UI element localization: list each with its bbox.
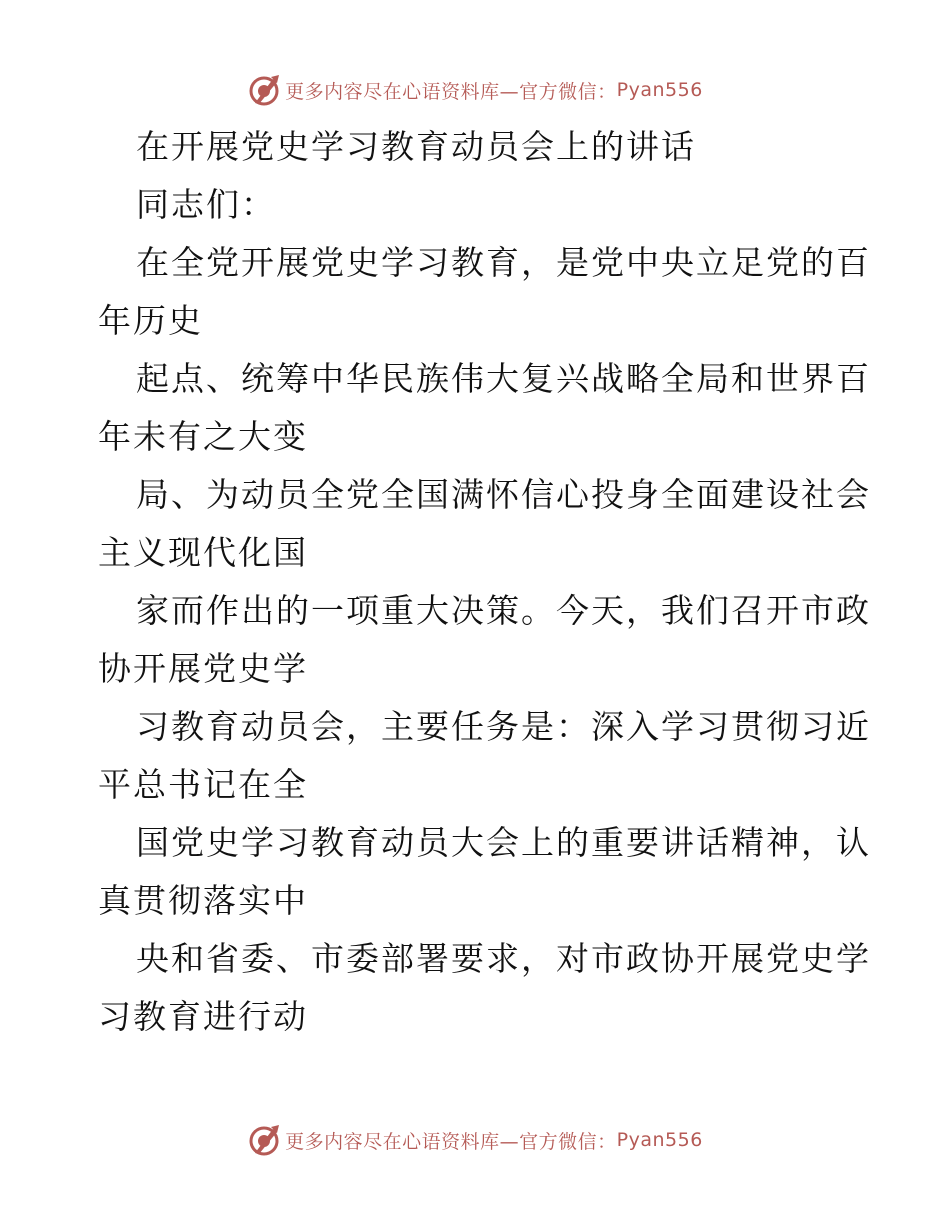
paragraph-line: 习教育动员会，主要任务是：深入学习贯彻习近	[136, 707, 871, 746]
document-body	[98, 118, 871, 1046]
paragraph-line: 平总书记在全	[98, 765, 308, 804]
quill-pen-logo-icon	[247, 1123, 281, 1157]
paragraph-line: 真贯彻落实中	[98, 881, 308, 920]
watermark-text: 更多内容尽在心语资料库—官方微信：	[285, 80, 617, 103]
watermark-text: 更多内容尽在心语资料库—官方微信：	[285, 1130, 617, 1153]
document-title: 在开展党史学习教育动员会上的讲话	[136, 127, 696, 166]
paragraph-line: 年未有之大变	[98, 417, 308, 456]
salutation: 同志们：	[136, 185, 276, 224]
paragraph-line: 在全党开展党史学习教育，是党中央立足党的百	[136, 243, 871, 282]
paragraph-line: 家而作出的一项重大决策。今天，我们召开市政	[136, 591, 871, 630]
paragraph-line: 习教育进行动	[98, 997, 308, 1036]
paragraph-line: 主义现代化国	[98, 533, 308, 572]
watermark-contact: Pyan556	[616, 79, 703, 101]
paragraph-line: 局、为动员全党全国满怀信心投身全面建设社会	[136, 475, 871, 514]
paragraph-line: 起点、统筹中华民族伟大复兴战略全局和世界百	[136, 359, 871, 398]
paragraph-line: 国党史学习教育动员大会上的重要讲话精神，认	[136, 823, 871, 862]
header-watermark	[0, 70, 950, 110]
quill-pen-logo-icon	[247, 73, 281, 107]
paragraph-line: 央和省委、市委部署要求，对市政协开展党史学	[136, 939, 871, 978]
paragraph-line: 协开展党史学	[98, 649, 308, 688]
footer-watermark	[0, 1120, 950, 1160]
paragraph-line: 年历史	[98, 301, 203, 340]
watermark-contact: Pyan556	[616, 1129, 703, 1151]
